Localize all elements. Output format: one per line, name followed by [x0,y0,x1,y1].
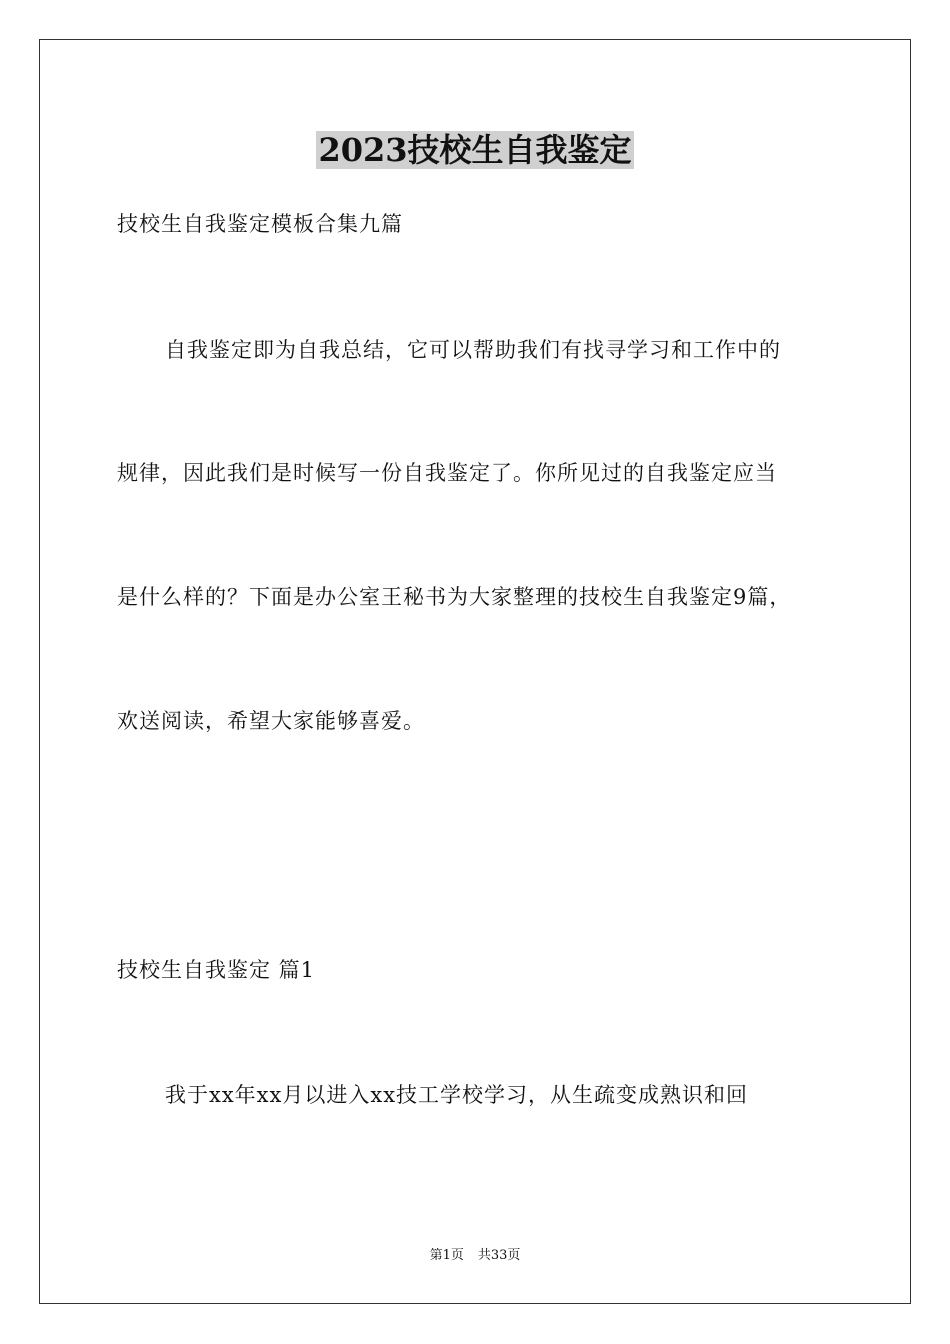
intro-line-4: 欢送阅读，希望大家能够喜爱。 [117,709,425,733]
intro-line-3: 是什么样的？下面是办公室王秘书为大家整理的技校生自我鉴定9篇， [117,585,792,609]
document-title-text: 2023技校生自我鉴定 [318,131,632,169]
intro-line-2: 规律，因此我们是时候写一份自我鉴定了。你所见过的自我鉴定应当 [117,461,777,485]
section-line-1: 我于xx年xx月以进入xx技工学校学习，从生疏变成熟识和回 [165,1083,749,1107]
document-subtitle: 技校生自我鉴定模板合集九篇 [117,212,403,236]
page-number: 第1页 [429,1248,464,1263]
intro-line-1: 自我鉴定即为自我总结，它可以帮助我们有找寻学习和工作中的 [165,338,781,362]
document-title [0,128,950,172]
section-heading: 技校生自我鉴定 篇1 [117,958,316,982]
page-total: 共33页 [477,1248,521,1263]
page-footer [0,1247,950,1265]
